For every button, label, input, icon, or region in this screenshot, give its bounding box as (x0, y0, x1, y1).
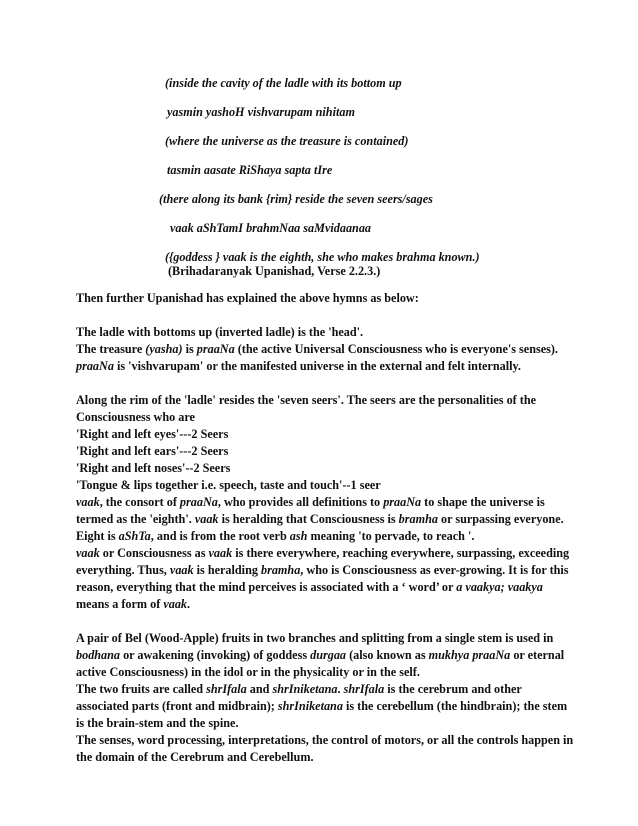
intro-paragraph: Then further Upanishad has explained the above hymns as below: (76, 291, 419, 305)
text-run: , and is from the root verb (150, 529, 290, 543)
term: vaak (208, 546, 233, 560)
seer-line: 'Right and left ears'---2 Seers (76, 444, 229, 458)
term: shrIfala (343, 682, 385, 696)
term: (yasha) (145, 342, 183, 356)
term: ash (289, 529, 308, 543)
text-run: is there everywhere, reaching everywhere, surpassing, exceeding everything. Thus, (76, 546, 570, 577)
text-run: , who provides all definitions to (217, 495, 384, 509)
verse-line-1: (inside the cavity of the ladle with its bottom up (165, 76, 402, 90)
text-run: or eternal active Consciousness) in the idol or in the physicality or in the self. (76, 648, 565, 679)
seer-line: 'Right and left noses'--2 Seers (76, 461, 231, 475)
verse-line-3: (where the universe as the treasure is contained) (165, 134, 409, 148)
text-run: meaning 'to pervade, to reach '. (307, 529, 475, 543)
text-run: , the consort of (99, 495, 180, 509)
term: praaNa (196, 342, 235, 356)
term: vaak (76, 495, 100, 509)
commentary (76, 290, 576, 766)
seer-line: 'Right and left eyes'---2 Seers (76, 427, 229, 441)
text-run: (the active Universal Consciousness who is everyone's senses). (234, 342, 558, 356)
text-run: Along the rim of the 'ladle' resides the 'seven seers'. The seers are the personalities of the Consciousness who are (76, 393, 537, 424)
text-run: . (337, 682, 344, 696)
text-run: is heralding that Consciousness is (218, 512, 399, 526)
text-run: . (187, 597, 191, 611)
text-run: means a form of (76, 597, 164, 611)
paragraph-ladle (76, 324, 576, 375)
text-run: (also known as (346, 648, 429, 662)
verse-line-7: ({goddess } vaak is the eighth, she who makes brahma known.) (165, 250, 480, 264)
text-run: is 'vishvarupam' or the manifested universe in the external and felt internally. (113, 359, 521, 373)
text-run: is the cerebellum (the hindbrain); the stem is the brain-stem and the spine. (76, 699, 568, 730)
verse-line-4: tasmin aasate RiShaya sapta tIre (167, 163, 333, 177)
term: shrIniketana (272, 682, 338, 696)
text-run: The two fruits are called (76, 682, 207, 696)
term: bodhana (76, 648, 121, 662)
text-run: The ladle with bottoms up (inverted ladle) is the 'head'. (76, 325, 364, 339)
term: vaak (169, 563, 194, 577)
citation: (Brihadaranyak Upanishad, Verse 2.2.3.) (168, 264, 381, 278)
verse-line-2: yasmin yashoH vishvarupam nihitam (167, 105, 355, 119)
term: vaak (194, 512, 219, 526)
term: praaNa (76, 359, 114, 373)
text-run: , who is Consciousness as ever-growing. It is for this reason, everything that the mind perceives is associated with a ‘ word’ or (76, 563, 569, 594)
text-run: or Consciousness as (99, 546, 209, 560)
text-run: A pair of Bel (Wood-Apple) fruits in two branches and splitting from a single stem is used in (76, 631, 554, 645)
term: shrIfala (206, 682, 247, 696)
text-run: The treasure (76, 342, 146, 356)
term: mukhya praaNa (428, 648, 511, 662)
text-run: The senses, word processing, interpretations, the control of motors, or all the controls happen in the domain of the Cerebrum and Cerebellum. (76, 733, 574, 764)
text-run: or awakening (invoking) of goddess (120, 648, 311, 662)
term: bramha (261, 563, 301, 577)
term: bramha (398, 512, 438, 526)
term: vaak (163, 597, 188, 611)
term: praaNa (179, 495, 218, 509)
text-run: or surpassing everyone. Eight is (76, 512, 564, 543)
term: durgaa (310, 648, 347, 662)
term: vaak (76, 546, 100, 560)
text-run: is the cerebrum and other associated parts (front and midbrain); (76, 682, 522, 713)
text-run: to shape the universe is termed as the 'eighth'. (76, 495, 545, 526)
verse-line-5: (there along its bank {rim} reside the seven seers/sages (159, 192, 433, 206)
term: aShTa (118, 529, 151, 543)
text-run: is (182, 342, 197, 356)
term: a vaakya; vaakya (456, 580, 543, 594)
text-run: and (246, 682, 273, 696)
term: praaNa (383, 495, 422, 509)
verse-line-6: vaak aShTamI brahmNaa saMvidaanaa (170, 221, 372, 235)
term: shrIniketana (277, 699, 343, 713)
paragraph-bel-fruits (76, 630, 576, 766)
text-run: is heralding (193, 563, 261, 577)
paragraph-seers (76, 392, 576, 613)
seer-line: 'Tongue & lips together i.e. speech, taste and touch'--1 seer (76, 478, 381, 492)
